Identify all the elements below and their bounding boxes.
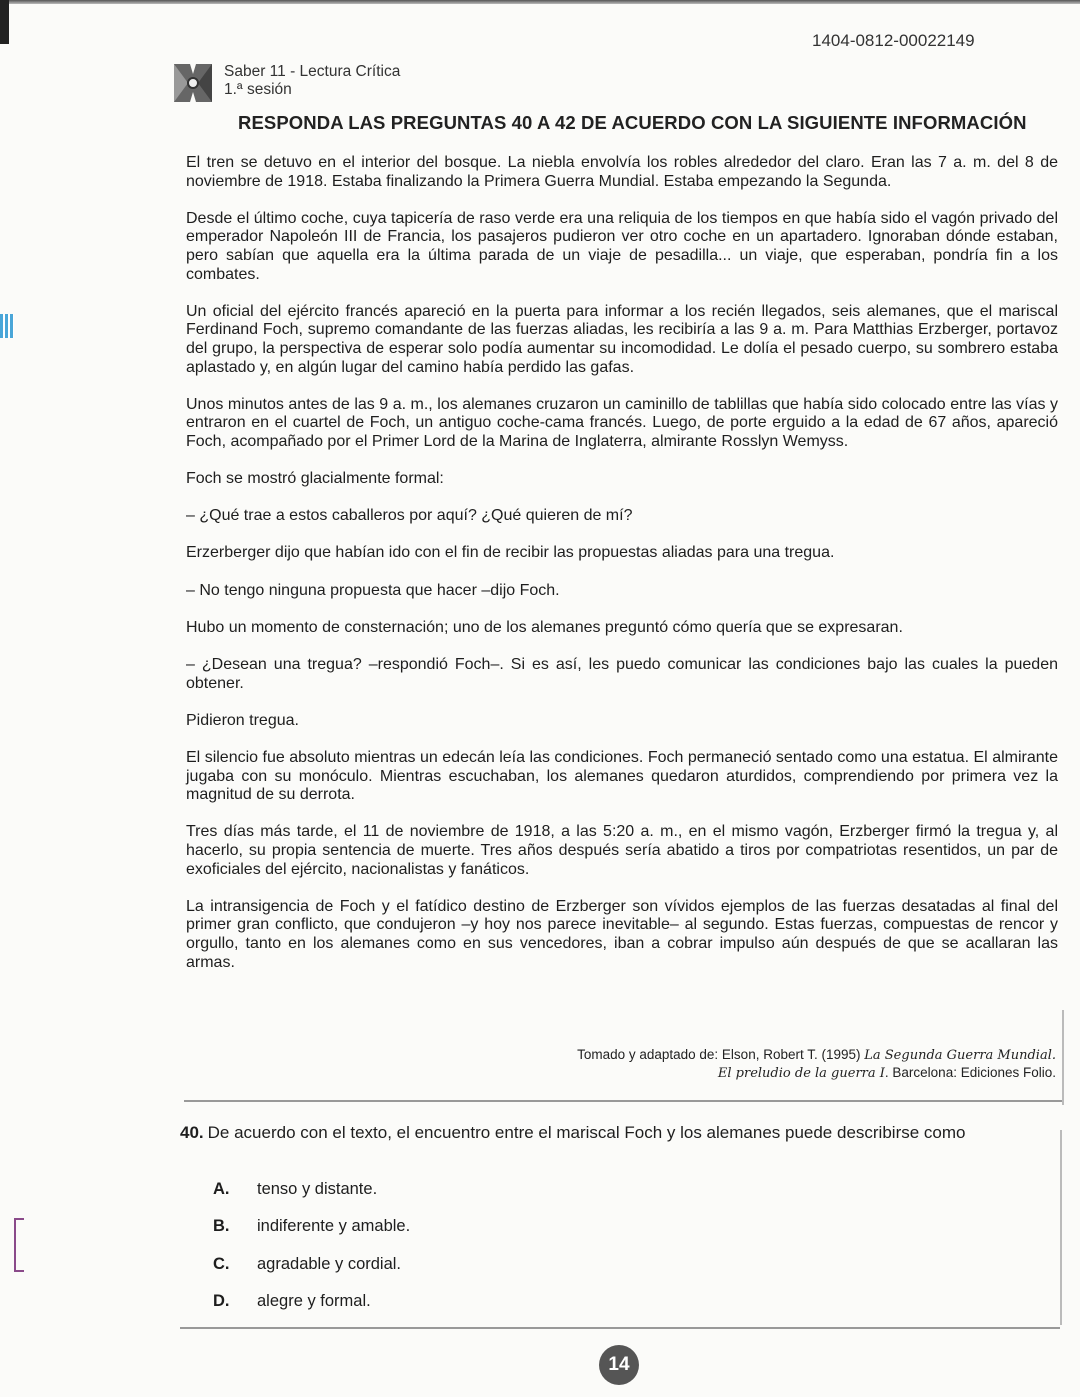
citation: Tomado y adaptado de: Elson, Robert T. (1995) La Segunda Guerra Mundial. El preludio de la guerra I. Barcelona: Ediciones Folio. — [577, 1047, 1056, 1081]
divider — [180, 1327, 1060, 1329]
reading-passage — [186, 154, 1058, 991]
pen-mark — [14, 1218, 24, 1272]
option-b[interactable]: B. indiferente y amable. — [213, 1217, 411, 1235]
paragraph: Desde el último coche, cuya tapicería de raso verde era una reliquia de los tiempos en que había sido el vagón privado del emperador Napoleón III de Francia, los pasajeros pudieron ver otro coche en un apartadero. Ignoraban dónde estaban, pero sabían que aquella era la última parada de un viaje de pesadilla... un viaje, que esperaban, pondría fin a los combates. — [186, 209, 1058, 283]
scan-edge — [0, 0, 1080, 4]
exam-session: 1.ª sesión — [224, 81, 292, 98]
divider — [184, 1100, 1064, 1102]
divider — [1062, 1010, 1064, 1105]
paragraph: Unos minutos antes de las 9 a. m., los alemanes cruzaron un caminillo de tablillas que había sido colocado entre las vías y entraron en el cuartel de Foch, un antiguo coche-cama francés. Luego, de porte erguido a la edad de 67 años, apareció Foch, acompañado por el Primer Lord de la Marina de Inglaterra, almirante Rosslyn Wemyss. — [186, 395, 1058, 450]
paragraph: Hubo un momento de consternación; uno de los alemanes preguntó cómo quería que se expresaran. — [186, 618, 903, 636]
paragraph: Pidieron tregua. — [186, 711, 299, 729]
option-a[interactable]: A. tenso y distante. — [213, 1180, 378, 1198]
scan-mark — [0, 0, 9, 44]
instruction-heading: RESPONDA LAS PREGUNTAS 40 A 42 DE ACUERDO CON LA SIGUIENTE INFORMACIÓN — [238, 112, 1027, 133]
option-d[interactable]: D. alegre y formal. — [213, 1292, 371, 1310]
paragraph: – No tengo ninguna propuesta que hacer –dijo Foch. — [186, 581, 560, 599]
option-c[interactable]: C. agradable y cordial. — [213, 1255, 402, 1273]
exam-header — [224, 63, 400, 99]
divider — [1060, 1130, 1062, 1325]
paragraph: – ¿Qué trae a estos caballeros por aquí? ¿Qué quieren de mí? — [186, 507, 633, 525]
paragraph: Tres días más tarde, el 11 de noviembre de 1918, a las 5:20 a. m., en el mismo vagón, Erzberger firmó la tregua y, al hacerlo, su propia sentencia de muerte. Tres años después sería abatido a tiros por compatriotas resentidos, un par de exoficiales del ejército, nacionalistas y fanáticos. — [186, 823, 1058, 878]
question-40 — [180, 1123, 965, 1143]
paragraph: Erzerberger dijo que habían ido con el fin de recibir las propuestas aliadas para una tregua. — [186, 544, 835, 562]
question-number: 40. — [180, 1123, 204, 1142]
document-code: 1404-0812-00022149 — [812, 31, 975, 50]
question-text: De acuerdo con el texto, el encuentro entre el mariscal Foch y los alemanes puede describirse como — [207, 1123, 966, 1142]
qr-mark — [0, 314, 14, 338]
paragraph: Foch se mostró glacialmente formal: — [186, 470, 444, 488]
paragraph: Un oficial del ejército francés apareció en la puerta para informar a los recién llegados, seis alemanes, que el mariscal Ferdinand Foch, supremo comandante de las fuerzas aliadas, les recibiría a las 9 a. m. Para Matthias Erzberger, portavoz del grupo, la perspectiva de esperar solo podía aumentar su incomodidad. Le dolía el pesado cuerpo, su sombrero estaba aplastado y, en algún lugar del camino había perdido las gafas. — [186, 302, 1058, 376]
paragraph: – ¿Desean una tregua? –respondió Foch–. Si es así, les puedo comunicar las condiciones bajo las cuales la pueden obtener. — [186, 656, 1058, 692]
icfes-logo-icon — [174, 64, 212, 102]
exam-name: Saber 11 - Lectura Crítica — [224, 63, 401, 80]
paragraph: El silencio fue absoluto mientras un edecán leía las condiciones. Foch permaneció sentado como una estatua. El almirante jugaba con su monóculo. Mientras escuchaban, los alemanes quedaron aturdidos, comprendiendo por primera vez la magnitud de su derrota. — [186, 749, 1058, 804]
paragraph: La intransigencia de Foch y el fatídico destino de Erzberger son vívidos ejemplos de las fuerzas desatadas al final del primer gran conflicto, que condujeron –y hoy nos parece inevitable– al segundo. Estas fuerzas, compuestas de rencor y orgullo, tanto en los alemanes como en sus vencedores, iban a cobrar impulso aún después de que se acallaran las armas. — [186, 897, 1058, 971]
page-number: 14 — [599, 1345, 639, 1385]
paragraph: El tren se detuvo en el interior del bosque. La niebla envolvía los robles alrededor del claro. Eran las 7 a. m. del 8 de noviembre de 1918. Estaba finalizando la Primera Guerra Mundial. Estaba empezando la Segunda. — [186, 154, 1058, 190]
